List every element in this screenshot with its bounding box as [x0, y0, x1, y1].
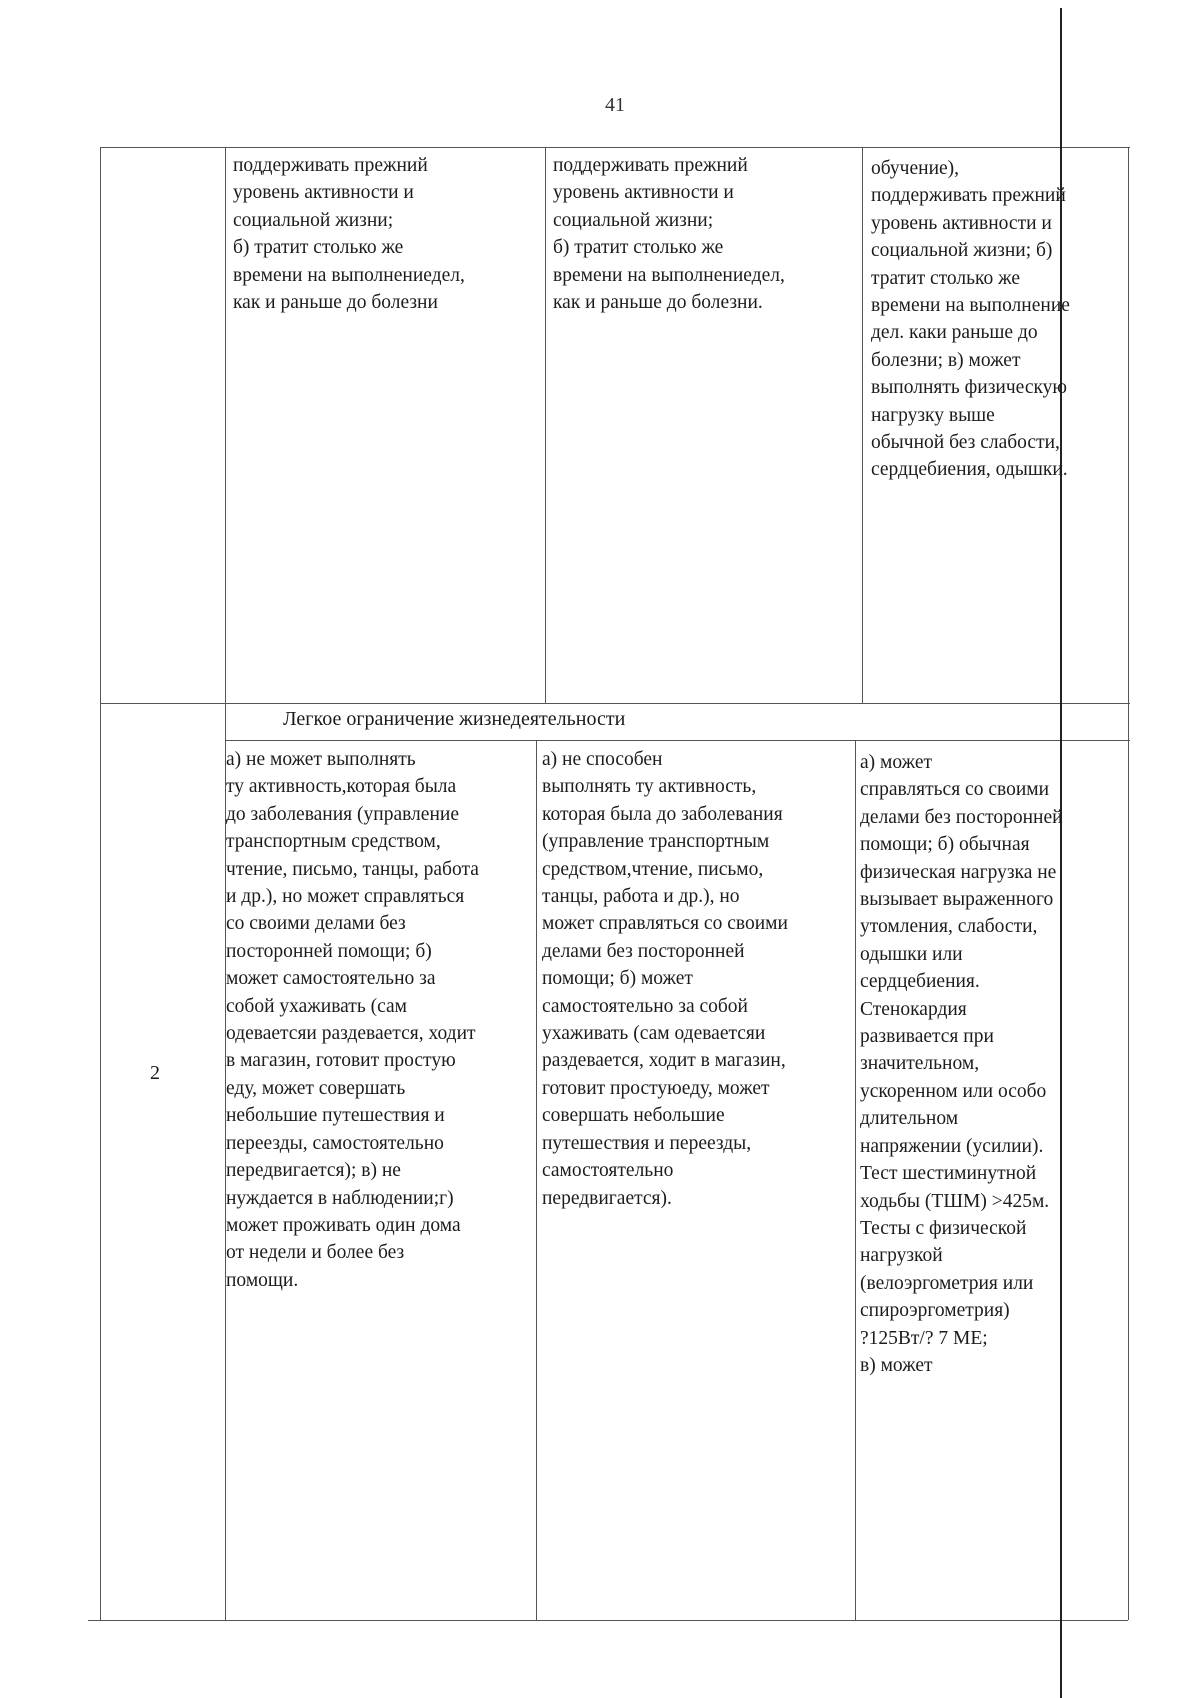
lower-row-col1: а) не может выполнять ту активность,которая была до заболевания (управление транспортным средством, чтение, письмо, танцы, работа и др.), но может справляться со своими делами без посторонней помощи; б) может самостоятельно за собой ухаживать (сам одеваетсяи раздевается, ходит в магазин, готовит простую еду, может совершать небольшие путешествия и переезды, самостоятельно передвигается); в) не нуждается в наблюдении;г) может проживать один дома от недели и более без помощи.: [226, 749, 479, 1291]
title-divider: [225, 740, 1130, 741]
column-divider-2: [862, 147, 863, 703]
table-bottom-border: [88, 1620, 1128, 1621]
table-top-border: [100, 147, 1130, 148]
table-left-border: [100, 147, 101, 1620]
upper-row-col1: поддерживать прежний уровень активности и социальной жизни; б) тратит столько же времени на выполнениедел, как и раньше до болезни: [233, 155, 465, 314]
upper-row-col3: обучение), поддерживать прежний уровень активности и социальной жизни; б) тратит столько же времени на выполнение дел. каки раньше до болезни; в) может выполнять физическую нагрузку выше обычной без слабости, сердцебиения, одышки.: [871, 158, 1070, 481]
section-title: Легкое ограничение жизнедеятельности: [283, 708, 626, 730]
page-number: 41: [605, 94, 625, 116]
lower-row-col3: а) может справляться со своими делами без посторонней помощи; б) обычная физическая нагрузка не вызывает выраженного утомления, слабости, одышки или сердцебиения. Стенокардия развивается при значительном, ускоренном или особо длительном напряжении (усилии). Тест шестиминутной ходьбы (ТШМ) >425м. Тесты с физической нагрузкой (велоэргометрия или спироэргометрия) ?125Вт/? 7 МЕ; в) может: [860, 752, 1063, 1376]
lower-row-col2: а) не способен выполнять ту активность, которая была до заболевания (управление транспортным средством,чтение, письмо, танцы, работа и др.), но может справляться со своими делами без посторонней помощи; б) может самостоятельно за собой ухаживать (сам одеваетсяи раздевается, ходит в магазин, готовит простуюеду, может совершать небольшие путешествия и переезды, самостоятельно передвигается).: [542, 749, 788, 1209]
column-divider-1: [545, 147, 546, 703]
table-right-border: [1128, 147, 1129, 1620]
row-number: 2: [150, 1062, 160, 1084]
column-divider-2-lower: [855, 740, 856, 1620]
row-divider: [100, 703, 1130, 704]
upper-row-col2: поддерживать прежний уровень активности и социальной жизни; б) тратит столько же времени на выполнениедел, как и раньше до болезни.: [553, 155, 785, 314]
